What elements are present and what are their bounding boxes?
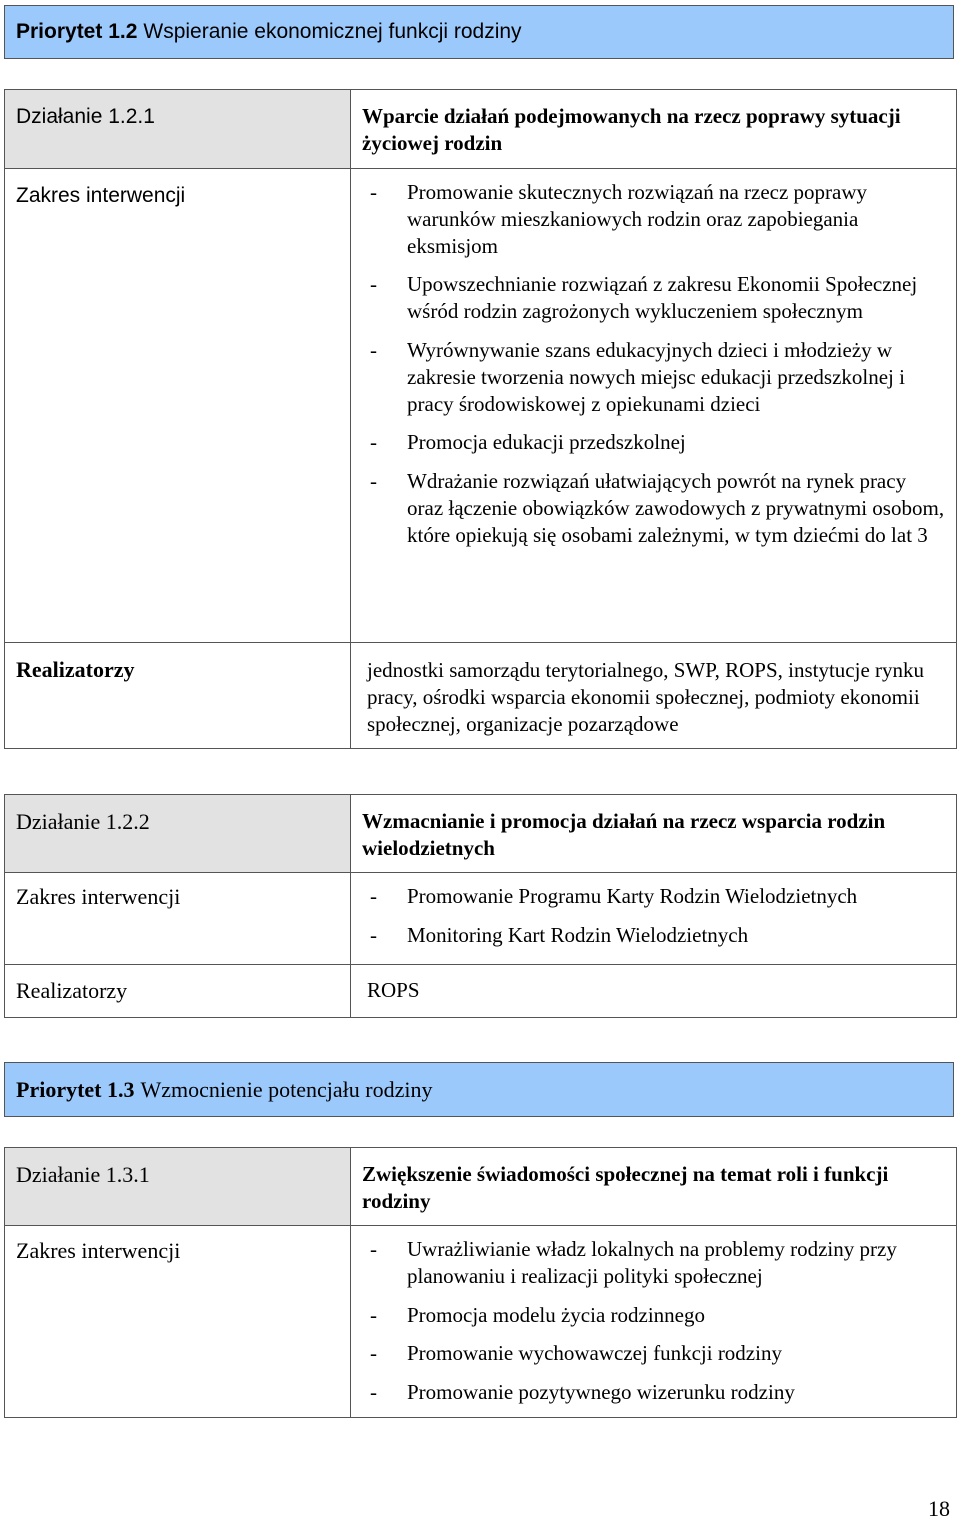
action-label: Działanie 1.2.1 [16,105,155,128]
bullet-dash: - [370,922,377,947]
action-1-2-1-table [4,89,957,749]
action-header-row [5,1148,957,1226]
list-item [370,271,945,325]
list-item-text: Promowanie wychowawczej funkcji rodziny [407,1341,782,1366]
action-label: Działanie 1.3.1 [16,1162,150,1187]
bullet-dash: - [370,469,377,494]
bullet-dash: - [370,1341,377,1366]
action-label: Działanie 1.2.2 [16,809,150,834]
bullet-dash: - [370,337,377,362]
implementers-row [5,643,957,749]
priority-label: Priorytet 1.3 [16,1076,135,1102]
list-item-text: Uwrażliwianie władz lokalnych na problemy rodziny przy planowaniu i realizacji polityki społecznej [407,1237,897,1288]
priority-1-2-banner [4,5,954,59]
list-item-text: Monitoring Kart Rodzin Wielodzietnych [407,922,749,947]
list-item [370,1379,945,1406]
scope-label: Zakres interwencji [16,184,186,207]
action-title: Wzmacnianie i promocja działań na rzecz wsparcia rodzin wielodzietnych [362,809,886,860]
action-title: Wparcie działań podejmowanych na rzecz poprawy sytuacji życiowej rodzin [362,104,901,155]
bullet-dash: - [370,1302,377,1327]
list-item-text: Promowanie skutecznych rozwiązań na rzecz poprawy warunków mieszkaniowych rodzin oraz zapobiegania eksmisjom [407,180,868,258]
action-title: Zwiększenie świadomości społecznej na temat roli i funkcji rodziny [362,1162,889,1213]
page-number: 18 [928,1496,950,1521]
list-item-text: Promowanie Programu Karty Rodzin Wielodzietnych [407,884,858,908]
bullet-dash: - [370,180,377,204]
implementers-label: Realizatorzy [16,657,135,682]
list-item [370,1340,945,1367]
list-item-text: Upowszechnianie rozwiązań z zakresu Ekonomii Społecznej wśród rodzin zagrożonych wykluczeniem społecznym [407,272,918,324]
scope-list [351,1226,956,1414]
priority-title: Wspieranie ekonomicznej funkcji rodziny [143,20,522,43]
list-item [370,1236,945,1290]
list-item [370,883,945,910]
bullet-dash: - [370,1380,377,1405]
bullet-dash: - [370,430,377,455]
scope-label: Zakres interwencji [16,1238,181,1263]
list-item [370,179,945,259]
list-item [370,468,945,548]
implementers-value: ROPS [367,978,420,1002]
scope-row [5,169,957,643]
action-header-row [5,795,957,873]
implementers-label: Realizatorzy [16,978,128,1003]
scope-row [5,1226,957,1418]
priority-label: Priorytet 1.2 [16,20,138,43]
scope-label: Zakres interwencji [16,884,181,909]
action-header-row [5,90,957,169]
action-1-3-1-table [4,1147,957,1418]
bullet-dash: - [370,884,377,908]
priority-1-3-banner [4,1062,954,1117]
implementers-row [5,965,957,1018]
implementers-value: jednostki samorządu terytorialnego, SWP, ROPS, instytucje rynku pracy, ośrodki wsparcia ekonomii społecznej, podmioty ekonomii społecznej, organizacje pozarządowe [367,658,925,736]
priority-title: Wzmocnienie potencjału rodziny [140,1076,433,1102]
list-item-text: Promocja edukacji przedszkolnej [407,430,686,455]
list-item-text: Promocja modelu życia rodzinnego [407,1302,705,1327]
list-item-text: Wdrażanie rozwiązań ułatwiających powrót na rynek pracy oraz łączenie obowiązków zawodowych z prywatnymi osobom, które opiekują się osobami zależnymi, w tym dziećmi do lat 3 [407,469,945,547]
list-item [370,429,945,456]
list-item-text: Wyrównywanie szans edukacyjnych dzieci i młodzieży w zakresie tworzenia nowych miejsc edukacji przedszkolnej i pracy środowiskowej z opiekunami dzieci [407,337,905,416]
scope-row [5,873,957,965]
list-item-text: Promowanie pozytywnego wizerunku rodziny [407,1380,795,1405]
action-1-2-2-table [4,794,957,1018]
list-item [370,337,945,417]
scope-list [351,873,956,957]
scope-list [351,169,956,557]
list-item [370,922,945,949]
bullet-dash: - [370,272,377,297]
bullet-dash: - [370,1237,377,1261]
list-item [370,1302,945,1329]
